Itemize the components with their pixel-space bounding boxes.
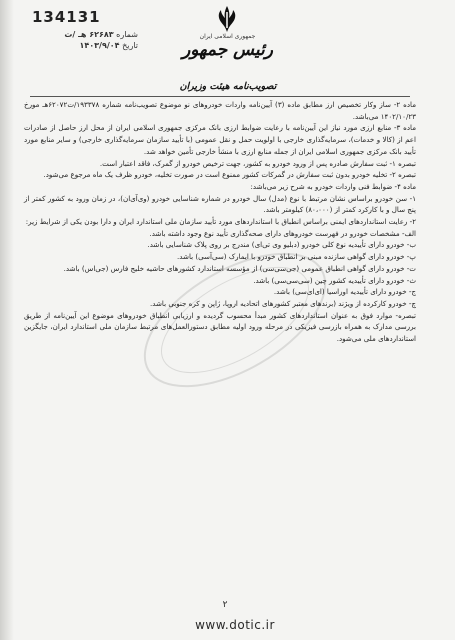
date-label: تاریخ (122, 41, 138, 50)
condition-be: ب- خودرو دارای تأییدیه نوع کلی خودرو (دبلیو وی تی‌ای) مندرج بر روی پلاک شناسایی باشد. (147, 240, 416, 250)
section-title: تصویب‌نامه هیئت وزیران (179, 81, 277, 92)
condition-jim: ج- خودرو دارای تأییدیه اوراسیا (ای‌ای‌سی) باشد. (273, 287, 416, 297)
condition-te: ت- خودرو دارای گواهی انطباق عمومی (جی‌سی‌سی) از مؤسسه استاندارد کشورهای حاشیه خلیج فارس (جی‌اس) باشد. (63, 263, 416, 273)
date-line (18, 41, 138, 50)
condition-che: چ- خودرو کارکرده از ویژند (برندهای معتبر کشورهای اتحادیه اروپا، ژاپن و کره جنوبی باشد. (150, 298, 416, 308)
article-4-item-1: ۱- سن خودرو براساس نشان مرتبط با نوع (مدل) سال خودرو در شماره شناسایی خودرو (وی‌آی‌ان)، در زمان ورود به کشور کمتر از پنج سال و با کارکرد کمتر از (۸۰،۰۰۰) کیلومتر باشد. (24, 193, 416, 215)
number-label: شماره (116, 30, 138, 39)
republic-label: جمهوری اسلامی ایران (199, 33, 256, 40)
source-url: www.dotic.ir (195, 618, 275, 632)
office-title: رئیس جمهور (182, 40, 273, 60)
date-value: ۱۴۰۳/۹/۰۴ (79, 41, 120, 50)
document-body (24, 99, 416, 345)
number-line (18, 30, 138, 39)
scan-edge-shadow (0, 0, 14, 640)
number-value: ۶۲۶۸۳ هـ /ت (64, 30, 114, 39)
article-3-note-1: تبصره ۱- ثبت سفارش صادره پس از ورود خودرو به کشور، جهت ترخیص خودرو از گمرک، فاقد اعتبار است. (99, 158, 416, 168)
document-number: 134131 (32, 8, 101, 26)
article-3: ماده ۳- منابع ارزی مورد نیاز این آیین‌نامه با رعایت ضوابط ارزی بانک مرکزی جمهوری اسلامی ایران از محل ارز حاصل از صادرات اعم از (کالا و خدمات)، سرمایه‌گذاری خارجی با اولویت حمل و نقل عمومی (با تأیید سازمان سرمایه‌گذاری خارجی) و سایر منابع مورد تأیید بانک مرکزی جمهوری اسلامی ایران از جمله منابع ارزی با منشأ خارجی تأمین خواهد شد. (24, 123, 416, 156)
article-3-note-2: تبصره ۲- تخلیه خودرو بدون ثبت سفارش در گمرکات کشور ممنوع است در صورت تخلیه، خودرو ظرف یک ماه مرجوع می‌شود. (43, 170, 416, 180)
iran-emblem-icon (213, 4, 241, 34)
article-4-item-2: ۲- رعایت استانداردهای ایمنی براساس انطباق با استانداردهای مورد تأیید سازمان ملی استاندارد ایران و دارا بودن یکی از شرایط زیر: (25, 217, 416, 227)
header-divider (30, 96, 410, 97)
article-2: ماده ۲- ساز وکار تخصیص ارز مطابق ماده (۳) آیین‌نامه واردات خودروهای نو موضوع تصویب‌نامه شماره ۱۹۳۳۷۸/ت۶۲۰۷۲هـ مورخ ۱۴۰۲/۱۰/۲۳ می‌باشد. (24, 100, 416, 121)
condition-se: ث- خودرو دارای تأییدیه کشور چین (سی‌سی‌سی) باشد. (253, 275, 416, 285)
article-4-note: تبصره- موارد فوق به عنوان استانداردهای کشور مبدأ محسوب گردیده و ارزیابی انطباق خودروهای موضوع این آیین‌نامه از طریق بررسی مدارک به همراه بازرسی فیزیکی در مرحله ورود اولیه مطابق دستورالعمل‌های مرتبط سازمان ملی استاندارد ایران، جایگزین استانداردهای ملی می‌شود. (24, 310, 416, 344)
condition-pe: پ- خودرو دارای گواهی سازنده مبنی بر انطباق خودرو با ایمارک (سی‌آسی) باشد. (177, 252, 416, 262)
condition-alef: الف- مشخصات خودرو در فهرست خودروهای دارای صحه‌گذاری تأیید نوع وجود داشته باشد. (149, 228, 416, 238)
page-number: ۲ (222, 600, 228, 610)
article-4: ماده ۴- ضوابط فنی واردات خودرو به شرح زیر می‌باشد: (250, 181, 416, 191)
